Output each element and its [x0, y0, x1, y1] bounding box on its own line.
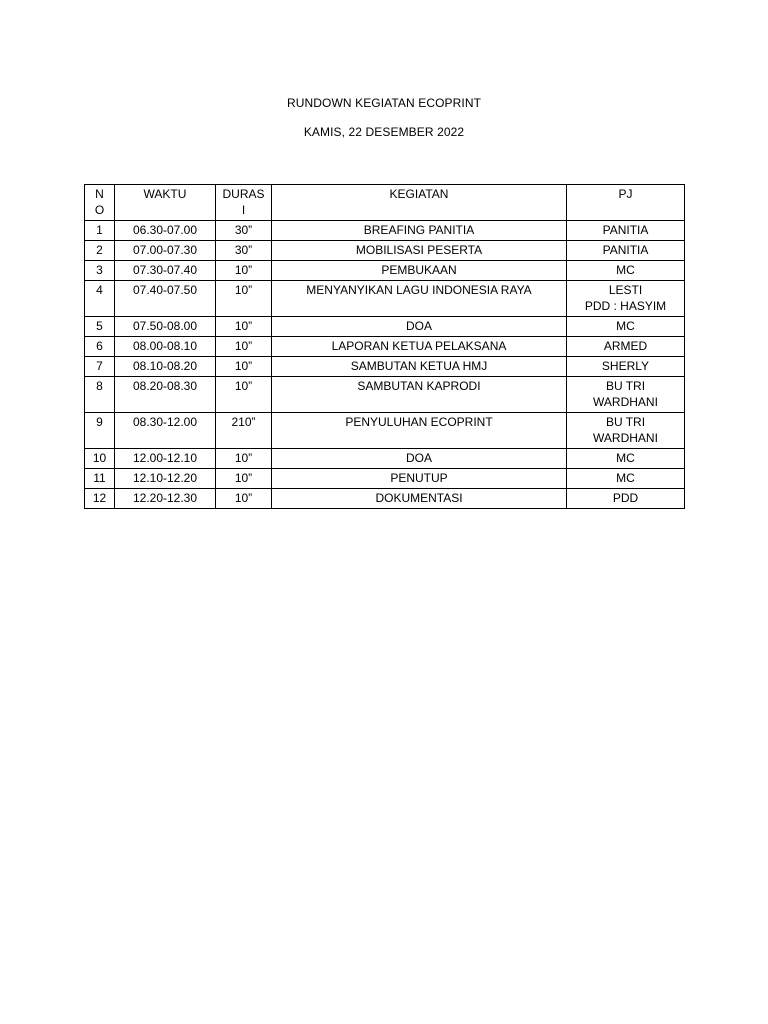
cell-pj-line: MC: [616, 263, 635, 277]
cell-waktu: 08.00-08.10: [115, 337, 216, 357]
cell-pj: [567, 317, 685, 337]
cell-durasi: 30”: [216, 241, 272, 261]
document-title: RUNDOWN KEGIATAN ECOPRINT: [286, 96, 482, 110]
cell-durasi: 10”: [216, 281, 272, 317]
cell-kegiatan: DOKUMENTASI: [272, 489, 567, 509]
cell-kegiatan: DOA: [272, 317, 567, 337]
cell-no: 10: [85, 449, 115, 469]
header-durasi: [216, 185, 272, 221]
cell-no: 12: [85, 489, 115, 509]
cell-waktu: 07.00-07.30: [115, 241, 216, 261]
cell-waktu: 12.20-12.30: [115, 489, 216, 509]
table-row: [85, 261, 685, 281]
table-row: [85, 413, 685, 449]
header-no-line-2: O: [94, 203, 105, 217]
cell-no: 6: [85, 337, 115, 357]
cell-waktu: 08.30-12.00: [115, 413, 216, 449]
cell-pj-line: BU TRI: [605, 415, 646, 429]
cell-durasi: 10”: [216, 357, 272, 377]
table-row: [85, 317, 685, 337]
rundown-table: [84, 184, 685, 509]
cell-pj-line: SHERLY: [601, 359, 650, 373]
cell-kegiatan: LAPORAN KETUA PELAKSANA: [272, 337, 567, 357]
cell-durasi: 10”: [216, 489, 272, 509]
cell-waktu: 07.30-07.40: [115, 261, 216, 281]
table-header-row: [85, 185, 685, 221]
table-row: [85, 357, 685, 377]
table-row: [85, 281, 685, 317]
cell-kegiatan: DOA: [272, 449, 567, 469]
table-row: [85, 377, 685, 413]
header-pj: PJ: [567, 185, 685, 221]
table-row: [85, 449, 685, 469]
cell-pj-line: MC: [616, 451, 635, 465]
cell-pj: [567, 469, 685, 489]
cell-pj: [567, 413, 685, 449]
cell-waktu: 07.50-08.00: [115, 317, 216, 337]
cell-kegiatan: BREAFING PANITIA: [272, 221, 567, 241]
cell-durasi: 10”: [216, 449, 272, 469]
cell-pj: [567, 377, 685, 413]
cell-kegiatan: MENYANYIKAN LAGU INDONESIA RAYA: [272, 281, 567, 317]
cell-no: 7: [85, 357, 115, 377]
cell-pj-line: PDD: [612, 491, 639, 505]
cell-no: 2: [85, 241, 115, 261]
cell-pj: [567, 261, 685, 281]
cell-durasi: 10”: [216, 317, 272, 337]
cell-pj: [567, 489, 685, 509]
cell-pj-line: BU TRI: [605, 379, 646, 393]
table-row: [85, 489, 685, 509]
header-no: [85, 185, 115, 221]
cell-waktu: 08.20-08.30: [115, 377, 216, 413]
document-date: KAMIS, 22 DESEMBER 2022: [303, 125, 465, 139]
cell-pj-line: WARDHANI: [593, 395, 658, 409]
cell-no: 8: [85, 377, 115, 413]
cell-no: 3: [85, 261, 115, 281]
cell-pj-line: PANITIA: [602, 223, 649, 237]
cell-pj: [567, 241, 685, 261]
cell-no: 1: [85, 221, 115, 241]
cell-pj-line: LESTI: [608, 283, 643, 297]
cell-durasi: 10”: [216, 261, 272, 281]
cell-pj-line: PANITIA: [602, 243, 649, 257]
header-durasi-line-2: I: [241, 203, 246, 217]
cell-waktu: 12.10-12.20: [115, 469, 216, 489]
cell-waktu: 12.00-12.10: [115, 449, 216, 469]
header-kegiatan: KEGIATAN: [272, 185, 567, 221]
cell-waktu: 07.40-07.50: [115, 281, 216, 317]
cell-pj: [567, 281, 685, 317]
header-waktu: WAKTU: [115, 185, 216, 221]
table-row: [85, 337, 685, 357]
table-body: [85, 221, 685, 509]
cell-waktu: 08.10-08.20: [115, 357, 216, 377]
cell-pj-line: WARDHANI: [593, 431, 658, 445]
cell-kegiatan: SAMBUTAN KAPRODI: [272, 377, 567, 413]
cell-kegiatan: MOBILISASI PESERTA: [272, 241, 567, 261]
cell-durasi: 10”: [216, 337, 272, 357]
cell-pj: [567, 221, 685, 241]
cell-no: 5: [85, 317, 115, 337]
cell-pj-line: PDD : HASYIM: [584, 299, 667, 313]
cell-kegiatan: SAMBUTAN KETUA HMJ: [272, 357, 567, 377]
cell-no: 9: [85, 413, 115, 449]
header-durasi-line-1: DURAS: [222, 187, 265, 201]
cell-no: 11: [85, 469, 115, 489]
cell-pj: [567, 449, 685, 469]
cell-durasi: 10”: [216, 377, 272, 413]
cell-pj: [567, 337, 685, 357]
cell-durasi: 10”: [216, 469, 272, 489]
cell-durasi: 30”: [216, 221, 272, 241]
cell-kegiatan: PENUTUP: [272, 469, 567, 489]
table-row: [85, 241, 685, 261]
cell-pj-line: MC: [616, 319, 635, 333]
cell-waktu: 06.30-07.00: [115, 221, 216, 241]
cell-pj-line: MC: [616, 471, 635, 485]
cell-no: 4: [85, 281, 115, 317]
table-row: [85, 221, 685, 241]
cell-pj: [567, 357, 685, 377]
cell-kegiatan: PENYULUHAN ECOPRINT: [272, 413, 567, 449]
header-no-line-1: N: [95, 187, 104, 201]
table-row: [85, 469, 685, 489]
cell-pj-line: ARMED: [603, 339, 648, 353]
cell-kegiatan: PEMBUKAAN: [272, 261, 567, 281]
cell-durasi: 210”: [216, 413, 272, 449]
